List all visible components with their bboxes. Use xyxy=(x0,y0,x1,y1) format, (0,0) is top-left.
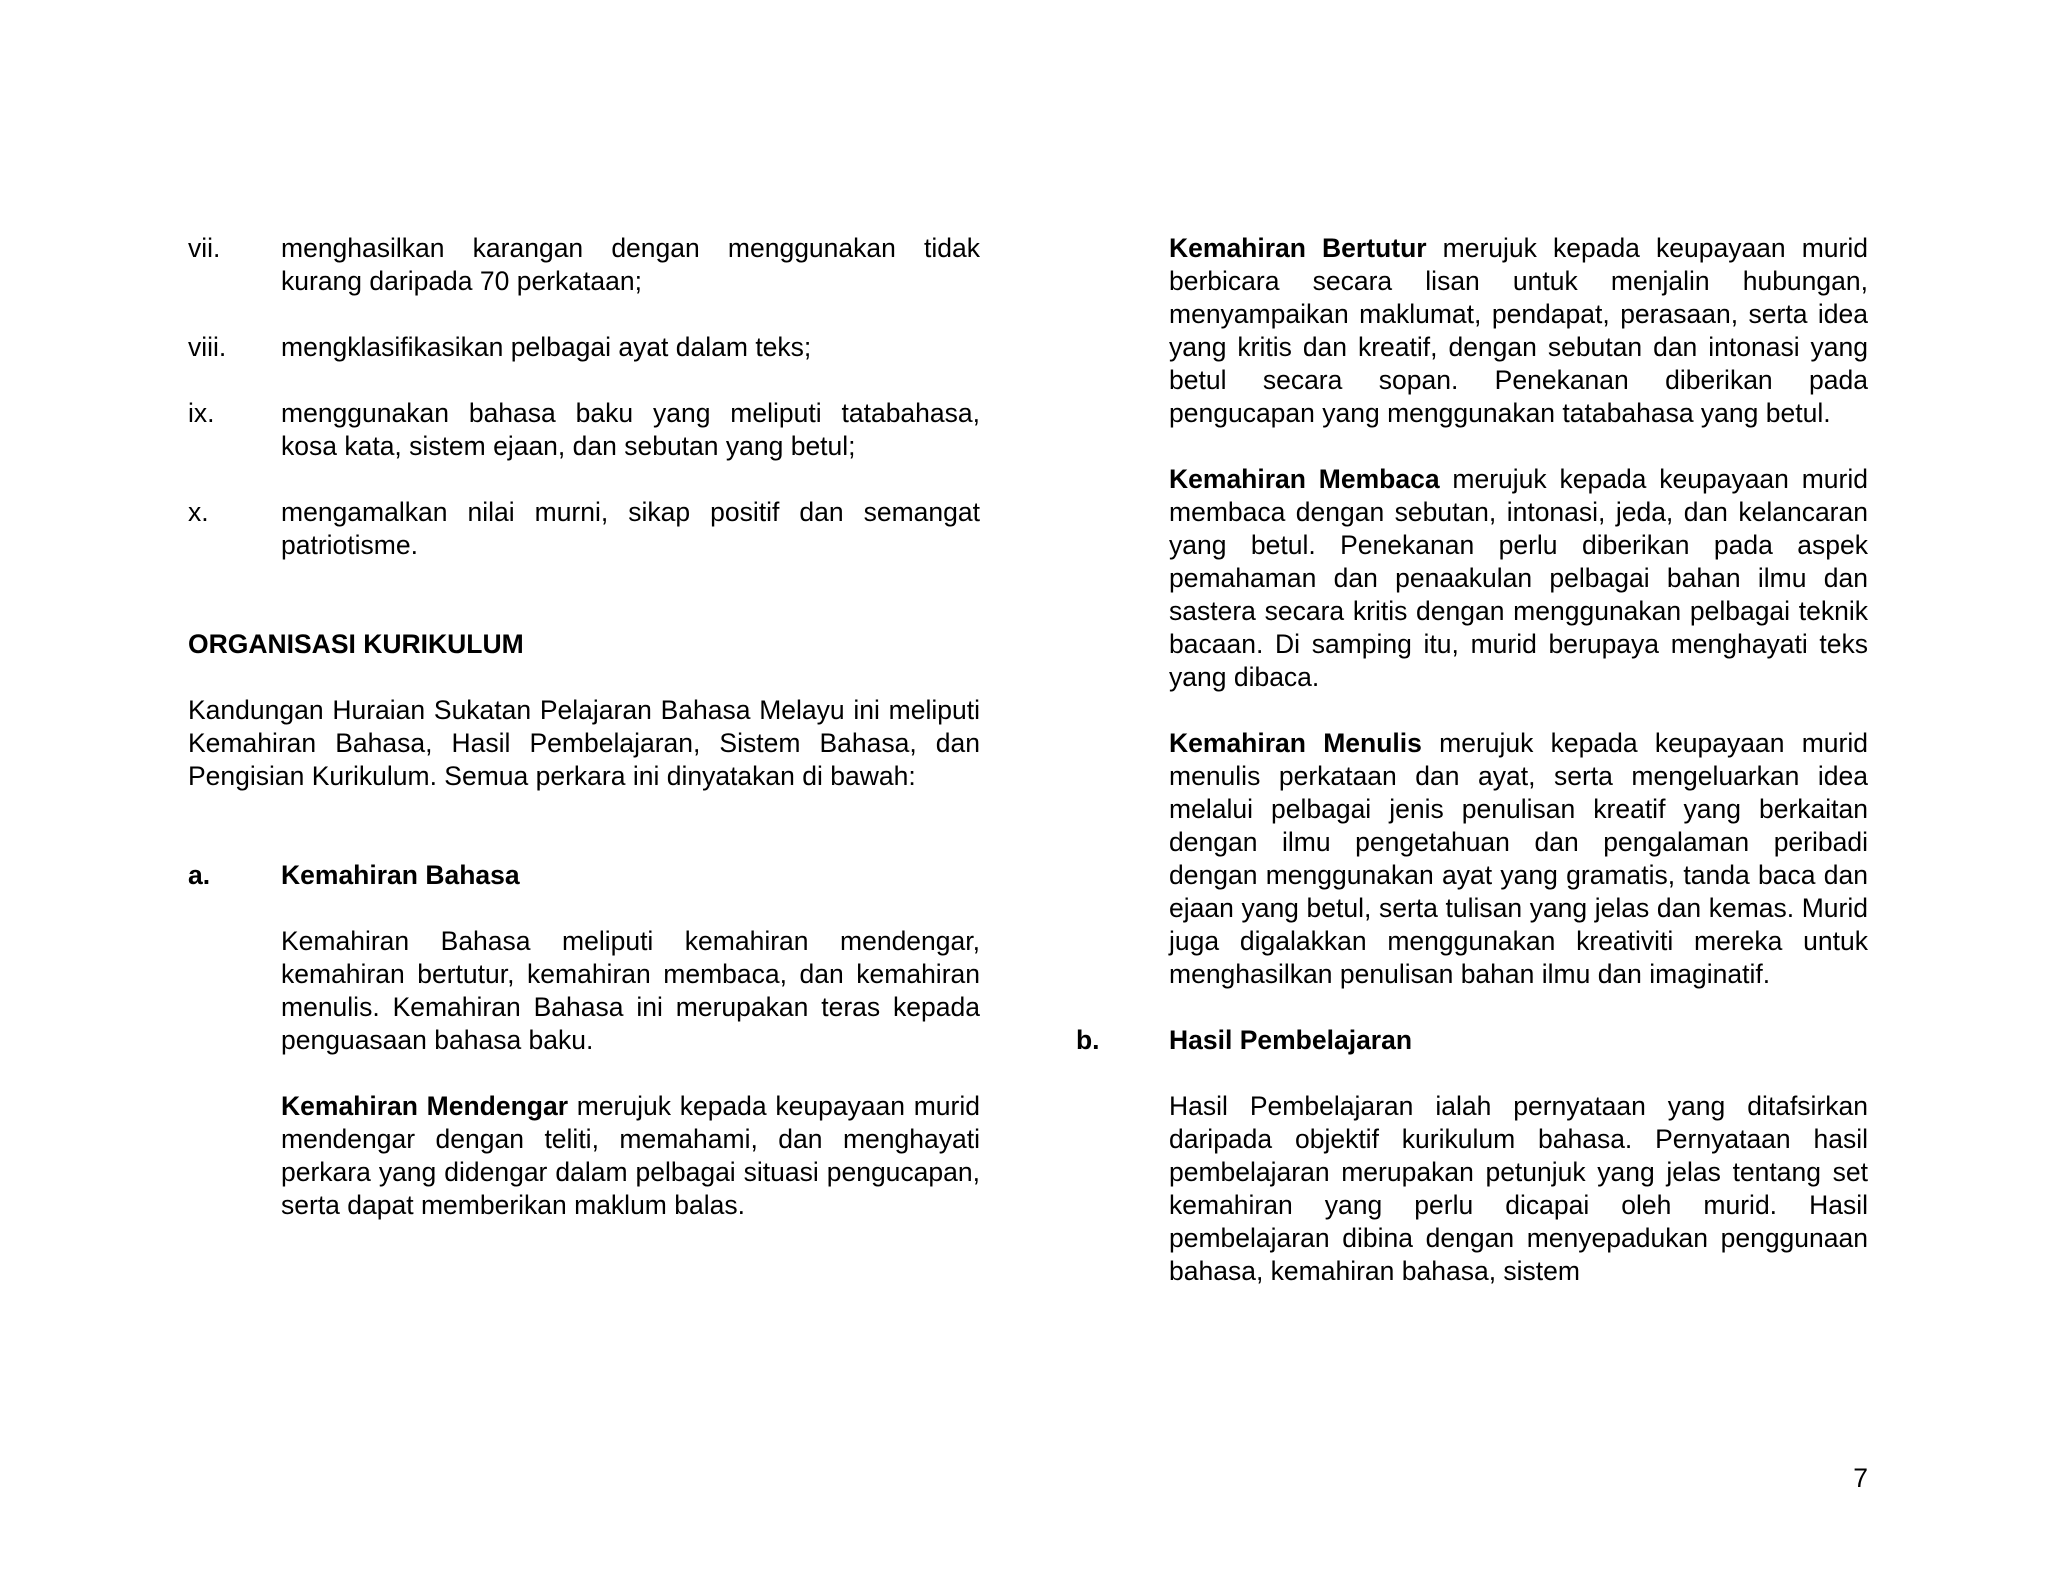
subsection-letter: a. xyxy=(188,860,211,890)
subsection-a-body-continued xyxy=(1076,232,1868,991)
list-number: vii. xyxy=(188,233,221,263)
list-text: menghasilkan karangan dengan menggunakan tidak kurang daripada 70 perkataan; xyxy=(281,233,980,296)
list-number: viii. xyxy=(188,332,227,362)
page-number: 7 xyxy=(1853,1463,1868,1493)
kemahiran-menulis-para xyxy=(1169,727,1868,991)
organisasi-intro: Kandungan Huraian Sukatan Pelajaran Bahasa Melayu ini meliputi Kemahiran Bahasa, Hasil Pembelajaran, Sistem Bahasa, dan Pengisian Kurikulum. Semua perkara ini dinyatakan di bawah: xyxy=(188,695,980,791)
kemahiran-bahasa-intro: Kemahiran Bahasa meliputi kemahiran mendengar, kemahiran bertutur, kemahiran membaca, dan kemahiran menulis. Kemahiran Bahasa ini merupakan teras kepada penguasaan bahasa baku. xyxy=(281,926,980,1055)
list-item-ix xyxy=(188,397,980,463)
subsection-letter: b. xyxy=(1076,1025,1100,1055)
subsection-heading-b xyxy=(1076,1024,1868,1057)
subsection-b-body xyxy=(1076,1090,1868,1288)
paragraph-text: merujuk kepada keupayaan murid membaca dengan sebutan, intonasi, jeda, dan kelancaran yang betul. Penekanan perlu diberikan pada aspek pemahaman dan penaakulan pelbagai bahan ilmu dan sastera secara kritis dengan menggunakan pelbagai teknik bacaan. Di samping itu, murid berupaya menghayati teks yang dibaca. xyxy=(1169,464,1868,692)
kemahiran-membaca-para xyxy=(1169,463,1868,694)
kemahiran-mendengar-para xyxy=(281,1090,980,1222)
list-text: mengamalkan nilai murni, sikap positif dan semangat patriotisme. xyxy=(281,497,980,560)
keyword: Kemahiran Mendengar xyxy=(281,1091,569,1121)
list-number: ix. xyxy=(188,398,215,428)
paragraph-text: merujuk kepada keupayaan murid menulis perkataan dan ayat, serta mengeluarkan idea melalui pelbagai jenis penulisan kreatif yang berkaitan dengan ilmu pengetahuan dan pengalaman peribadi dengan menggunakan ayat yang gramatis, tanda baca dan ejaan yang betul, serta tulisan yang jelas dan kemas. Murid juga digalakkan menggunakan kreativiti mereka untuk menghasilkan penulisan bahan ilmu dan imaginatif. xyxy=(1169,728,1868,989)
list-item-viii xyxy=(188,331,980,364)
list-item-x xyxy=(188,496,980,562)
kemahiran-bertutur-para xyxy=(1169,232,1868,430)
paragraph-text: merujuk kepada keupayaan murid mendengar dengan teliti, memahami, dan menghayati perkara yang didengar dalam pelbagai situasi pengucapan, serta dapat memberikan maklum balas. xyxy=(281,1091,980,1220)
keyword: Kemahiran Menulis xyxy=(1169,728,1422,758)
list-text: mengklasifikasikan pelbagai ayat dalam teks; xyxy=(281,332,812,362)
subsection-a-body xyxy=(188,925,980,1222)
list-text: menggunakan bahasa baku yang meliputi tatabahasa, kosa kata, sistem ejaan, dan sebutan yang betul; xyxy=(281,398,980,461)
left-column xyxy=(188,232,980,1255)
section-heading-organisasi: ORGANISASI KURIKULUM xyxy=(188,629,524,659)
keyword: Kemahiran Membaca xyxy=(1169,464,1440,494)
hasil-pembelajaran-para: Hasil Pembelajaran ialah pernyataan yang ditafsirkan daripada objektif kurikulum bahasa. Pernyataan hasil pembelajaran merupakan petunjuk yang jelas tentang set kemahiran yang perlu dicapai oleh murid. Hasil pembelajaran dibina dengan menyepadukan penggunaan bahasa, kemahiran bahasa, sistem xyxy=(1169,1091,1868,1286)
right-column xyxy=(1076,232,1868,1321)
list-number: x. xyxy=(188,497,209,527)
spacer xyxy=(188,826,980,859)
keyword: Kemahiran Bertutur xyxy=(1169,233,1427,263)
subsection-heading-a xyxy=(188,859,980,892)
list-item-vii xyxy=(188,232,980,298)
subsection-title: Hasil Pembelajaran xyxy=(1169,1025,1413,1055)
subsection-title: Kemahiran Bahasa xyxy=(281,860,520,890)
paragraph-text: merujuk kepada keupayaan murid berbicara secara lisan untuk menjalin hubungan, menyampaikan maklumat, pendapat, perasaan, serta idea yang kritis dan kreatif, dengan sebutan dan intonasi yang betul secara sopan. Penekanan diberikan pada pengucapan yang menggunakan tatabahasa yang betul. xyxy=(1169,233,1868,428)
